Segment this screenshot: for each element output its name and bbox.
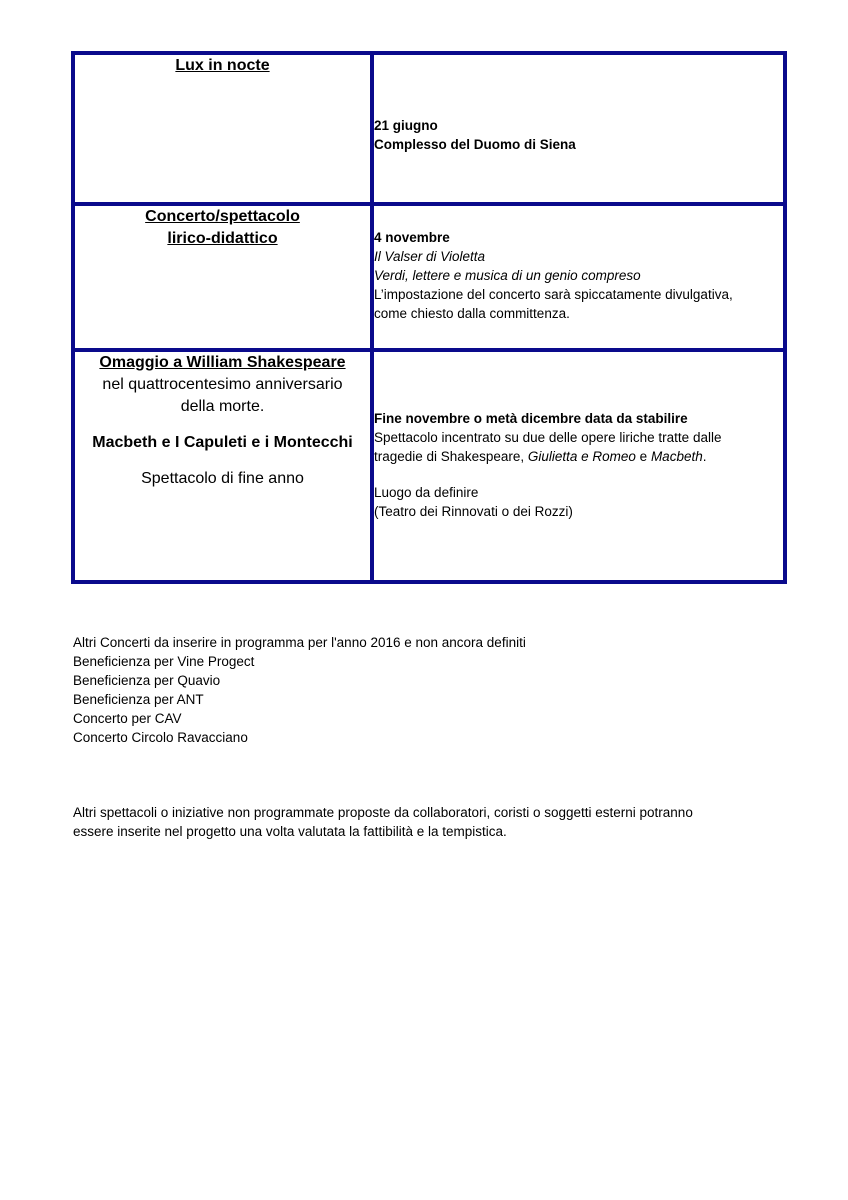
event-subtitle-line: nel quattrocentesimo anniversario (102, 376, 343, 393)
event-place: Complesso del Duomo di Siena (374, 137, 576, 152)
event-details-cell (372, 204, 785, 350)
event-title: Omaggio a William Shakespeare (99, 354, 346, 371)
opera-title: Giulietta e Romeo (527, 449, 636, 464)
table-row (73, 350, 785, 582)
event-title-cell (73, 350, 372, 582)
event-title-line: lirico-didattico (167, 230, 278, 247)
list-intro: Altri Concerti da inserire in programma per l'anno 2016 e non ancora definiti (73, 635, 526, 650)
additional-concerts-list (73, 633, 773, 747)
event-date: Fine novembre o metà dicembre data da stabilire (374, 411, 688, 426)
list-item: Beneficienza per Quavio (73, 673, 221, 688)
event-date: 21 giugno (374, 118, 438, 133)
event-details-cell (372, 53, 785, 204)
event-place: Luogo da definire (374, 485, 479, 500)
program-table (71, 51, 787, 584)
opera-title: Macbeth (650, 449, 703, 464)
event-title-cell (73, 53, 372, 204)
closing-paragraph (73, 803, 773, 841)
event-date: 4 novembre (374, 230, 450, 245)
table-row (73, 53, 785, 204)
list-item: Concerto Circolo Ravacciano (73, 730, 248, 745)
event-description-line: come chiesto dalla committenza. (374, 306, 570, 321)
event-note: Spettacolo di fine anno (141, 470, 304, 487)
description-text: e (635, 449, 651, 464)
list-item: Beneficienza per Vine Progect (73, 654, 255, 669)
event-description-line: L’impostazione del concerto sarà spiccatamente divulgativa, (374, 287, 733, 302)
event-title: Lux in nocte (175, 57, 270, 74)
description-text: . (702, 449, 707, 464)
event-description-line (374, 447, 783, 466)
list-item: Concerto per CAV (73, 711, 182, 726)
event-place-detail: (Teatro dei Rinnovati o dei Rozzi) (374, 504, 573, 519)
event-title-line: Concerto/spettacolo (145, 208, 300, 225)
event-title-cell (73, 204, 372, 350)
list-item: Beneficienza per ANT (73, 692, 204, 707)
paragraph-line: essere inserite nel progetto una volta valutata la fattibilità e la tempistica. (73, 824, 507, 839)
event-details-cell (372, 350, 785, 582)
event-subtitle: Il Valser di Violetta (374, 249, 486, 264)
table-row (73, 204, 785, 350)
description-text: tragedie di Shakespeare, (374, 449, 528, 464)
event-works: Macbeth e I Capuleti e i Montecchi (92, 434, 353, 451)
event-subtitle: Verdi, lettere e musica di un genio compreso (374, 268, 641, 283)
event-subtitle-line: della morte. (180, 398, 265, 415)
event-description-line: Spettacolo incentrato su due delle opere liriche tratte dalle (374, 430, 722, 445)
paragraph-line: Altri spettacoli o iniziative non programmate proposte da collaboratori, coristi o soggetti esterni potranno (73, 805, 693, 820)
